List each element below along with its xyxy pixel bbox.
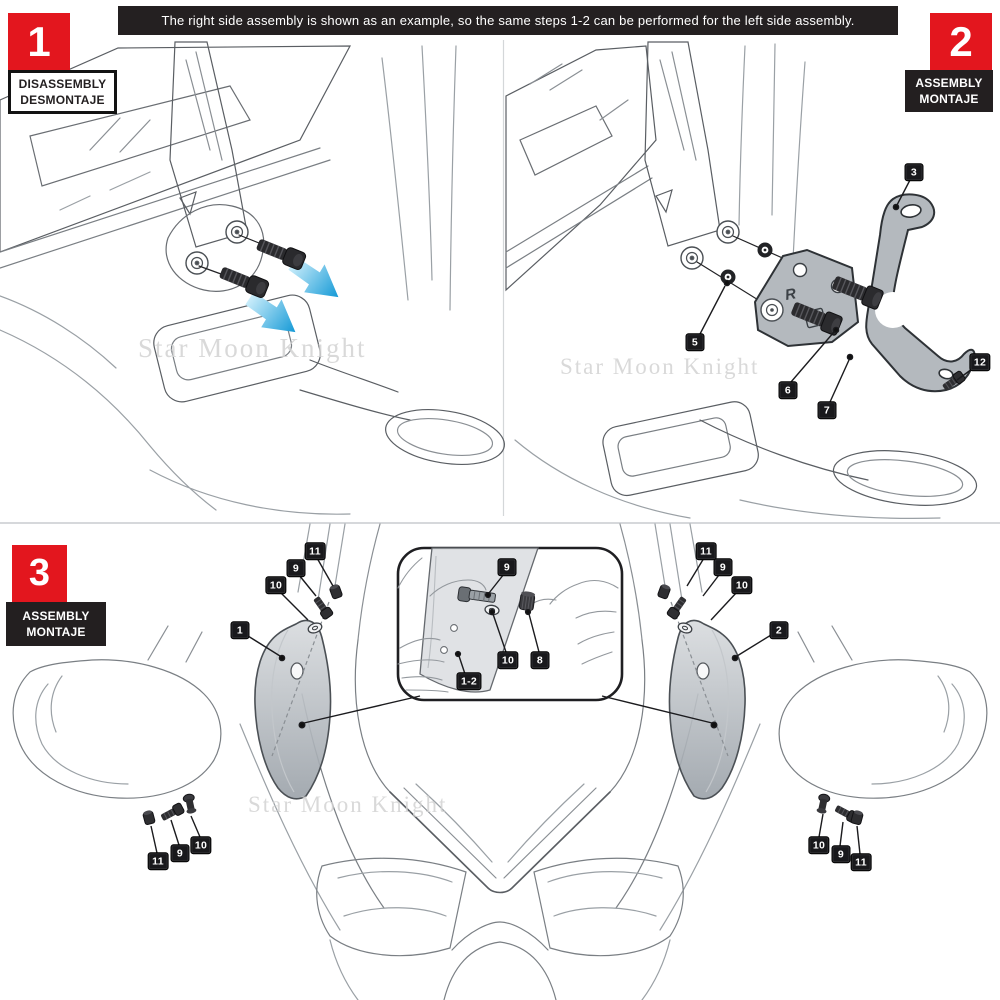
callout-cap-nut: 11 xyxy=(305,542,326,560)
callout-cap-nut: 11 xyxy=(696,542,717,560)
callout-deflector-ref: 1-2 xyxy=(456,672,481,690)
callout-bolt-front: 6 xyxy=(779,381,798,399)
step-3-label-es: MONTAJE xyxy=(26,625,86,639)
instruction-banner: The right side assembly is shown as an example, so the same steps 1-2 can be performed for the left side assembly. xyxy=(118,6,898,35)
step-2-label xyxy=(905,70,993,112)
callout-nut: 8 xyxy=(531,651,550,669)
step-2-label-en: ASSEMBLY xyxy=(915,75,983,90)
callout-washer: 10 xyxy=(808,836,829,854)
panel-2-line-art xyxy=(506,42,983,518)
step-2-label-es: MONTAJE xyxy=(919,92,979,106)
callout-washer: 10 xyxy=(497,651,518,669)
step-3-number: 3 xyxy=(12,545,67,602)
bottom-left-hardware xyxy=(142,793,197,825)
step-3-label xyxy=(6,602,106,646)
callout-cap-nut: 11 xyxy=(148,852,169,870)
step-1-number: 1 xyxy=(8,13,70,70)
callout-screw: 9 xyxy=(171,844,190,862)
bottom-right-hardware xyxy=(816,793,864,825)
callout-cap-nut: 11 xyxy=(851,853,872,871)
callout-bolt-rear: 7 xyxy=(818,401,837,419)
step-1-label xyxy=(8,70,117,114)
step-1-label-en: DISASSEMBLY xyxy=(18,76,107,91)
bracket-r-marking: R xyxy=(783,285,798,304)
callout-screw: 9 xyxy=(832,845,851,863)
callout-screw: 9 xyxy=(498,558,517,576)
callout-bracket: 3 xyxy=(905,163,924,181)
step-2-number: 2 xyxy=(930,13,992,70)
callout-right-deflector: 2 xyxy=(770,621,789,639)
callout-washer: 10 xyxy=(190,836,211,854)
callout-screw: 9 xyxy=(714,558,733,576)
callout-small-screw: 12 xyxy=(969,353,990,371)
callout-washer: 10 xyxy=(265,576,286,594)
watermark: Star Moon Knight xyxy=(248,792,448,817)
watermark: Star Moon Knight xyxy=(560,354,760,379)
nut-part xyxy=(519,591,535,611)
callout-spacer: 5 xyxy=(686,333,705,351)
step-1-label-es: DESMONTAJE xyxy=(20,93,105,107)
callout-left-deflector: 1 xyxy=(231,621,250,639)
step-3-label-en: ASSEMBLY xyxy=(22,608,90,623)
callout-washer: 10 xyxy=(731,576,752,594)
callout-screw: 9 xyxy=(287,559,306,577)
watermark: Star Moon Knight xyxy=(138,333,367,363)
